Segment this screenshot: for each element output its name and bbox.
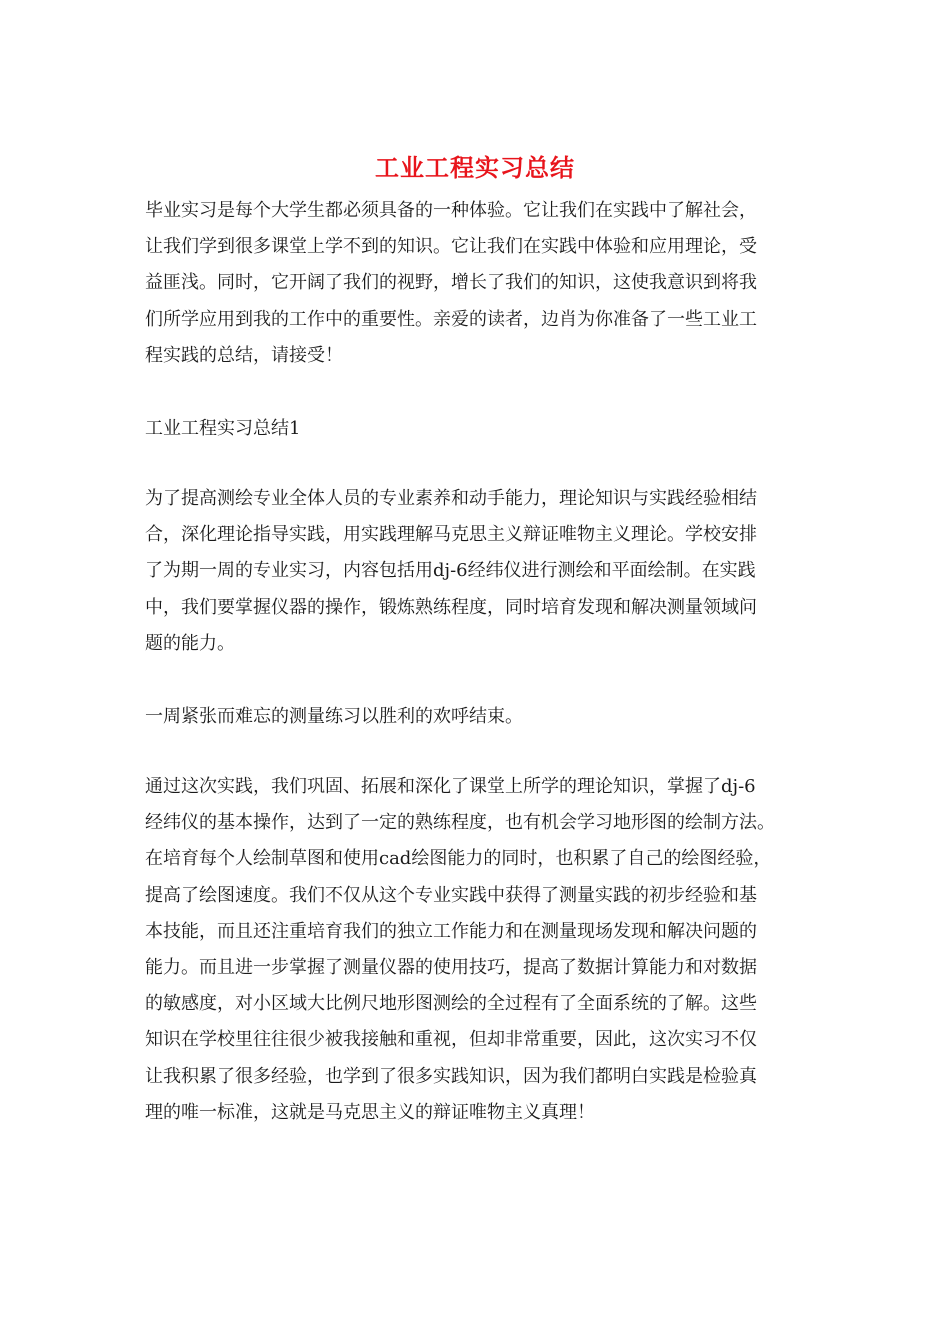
text-line: 能力。而且进一步掌握了测量仪器的使用技巧，提高了数据计算能力和对数据 [145,957,757,979]
text-line: 益匪浅。同时，它开阔了我们的视野，增长了我们的知识，这使我意识到将我 [145,272,757,294]
section-heading-text: 工业工程实习总结1 [145,418,301,439]
text-line: 知识在学校里往往很少被我接触和重视，但却非常重要，因此，这次实习不仅 [145,1029,757,1051]
text-line: 在培育每个人绘制草图和使用cad绘图能力的同时，也积累了自己的绘图经验， [145,848,772,870]
body-paragraph-3 [145,769,805,1131]
text-line: 程实践的总结，请接受！ [145,344,343,366]
intro-paragraph [145,193,805,374]
text-line: 通过这次实践，我们巩固、拓展和深化了课堂上所学的理论知识，掌握了dj-6 [145,776,756,797]
text-line: 本技能，而且还注重培育我们的独立工作能力和在测量现场发现和解决问题的 [145,920,757,942]
text-line: 们所学应用到我的工作中的重要性。亲爱的读者，边肖为你准备了一些工业工 [145,308,757,330]
text-line: 的敏感度，对小区域大比例尺地形图测绘的全过程有了全面系统的了解。这些 [145,993,757,1015]
text-line: 提高了绘图速度。我们不仅从这个专业实践中获得了测量实践的初步经验和基 [145,884,757,906]
text-line: 了为期一周的专业实习，内容包括用dj-6经纬仪进行测绘和平面绘制。在实践 [145,560,756,582]
text-line: 理的唯一标准，这就是马克思主义的辩证唯物主义真理！ [145,1101,595,1123]
body-paragraph-2 [145,699,805,735]
text-line: 为了提高测绘专业全体人员的专业素养和动手能力，理论知识与实践经验相结 [145,488,757,509]
text-line: 经纬仪的基本操作，达到了一定的熟练程度，也有机会学习地形图的绘制方法。 [145,812,775,834]
section-heading [145,411,805,447]
body-paragraph-1 [145,481,805,662]
text-line: 题的能力。 [145,632,235,654]
text-line: 一周紧张而难忘的测量练习以胜利的欢呼结束。 [145,706,523,727]
text-line: 让我们学到很多课堂上学不到的知识。它让我们在实践中体验和应用理论，受 [145,236,757,258]
text-line: 让我积累了很多经验，也学到了很多实践知识，因为我们都明白实践是检验真 [145,1065,757,1087]
text-line: 中，我们要掌握仪器的操作，锻炼熟练程度，同时培育发现和解决测量领域问 [145,596,757,618]
text-line: 毕业实习是每个大学生都必须具备的一种体验。它让我们在实践中了解社会， [145,200,757,221]
document-title: 工业工程实习总结 [375,153,575,182]
text-line: 合，深化理论指导实践，用实践理解马克思主义辩证唯物主义理论。学校安排 [145,524,757,546]
